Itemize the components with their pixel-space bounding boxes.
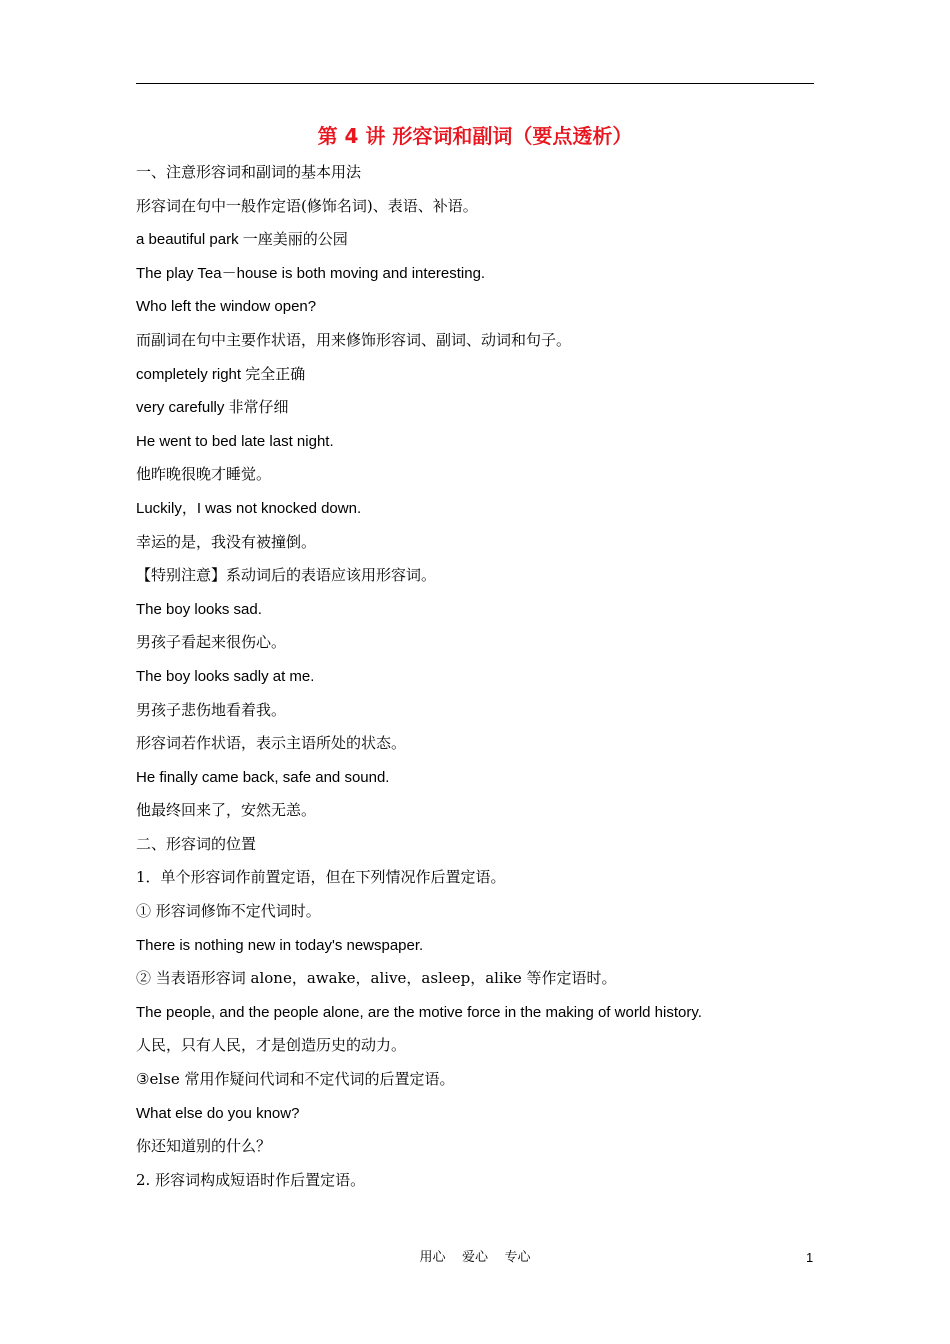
section-heading: 二、形容词的位置 [136,834,257,853]
translation-line: 他昨晚很晚才睡觉。 [136,465,272,484]
rule-subitem: ② 当表语形容词 alone，awake，alive，asleep，alike 等作定语时。 [136,969,617,988]
paragraph: 形容词在句中一般作定语(修饰名词)、表语、补语。 [136,196,478,215]
section-heading: 一、注意形容词和副词的基本用法 [136,163,362,181]
example-line: Who left the window open? [136,298,317,316]
translation-line: 男孩子悲伤地看着我。 [136,700,287,719]
example-line: completely right 完全正确 [136,365,306,383]
example-line: The play Tea－house is both moving and interesting. [136,264,486,282]
translation-line: 幸运的是，我没有被撞倒。 [136,532,317,551]
example-line: He went to bed late last night. [136,432,334,450]
rule-subitem: ① 形容词修饰不定代词时。 [136,902,321,921]
translation-line: 你还知道别的什么？ [136,1137,272,1156]
rule-item: 2. 形容词构成短语时作后置定语。 [136,1170,366,1189]
page-footer [0,1246,950,1270]
document-title: 第 4 讲 形容词和副词（要点透析） [317,124,633,148]
rule-subitem: ③else 常用作疑问代词和不定代词的后置定语。 [136,1070,455,1089]
translation-line: 人民，只有人民，才是创造历史的动力。 [136,1036,407,1055]
example-line: He finally came back, safe and sound. [136,768,390,786]
example-line: What else do you know? [136,1104,300,1122]
example-line: There is nothing new in today's newspaper. [136,936,424,954]
rule-item: 1．单个形容词作前置定语，但在下列情况作后置定语。 [136,868,506,887]
example-line: The boy looks sadly at me. [136,667,315,685]
document-body [136,156,816,1197]
example-line: very carefully 非常仔细 [136,399,289,417]
paragraph: 而副词在句中主要作状语，用来修饰形容词、副词、动词和句子。 [136,330,572,349]
header-rule [136,83,814,84]
paragraph: 形容词若作状语，表示主语所处的状态。 [136,734,407,753]
page-number: 1 [806,1250,814,1265]
example-line: Luckily，I was not knocked down. [136,499,362,517]
translation-line: 男孩子看起来很伤心。 [136,633,287,652]
translation-line: 他最终回来了，安然无恙。 [136,801,317,820]
footer-slogan: 用心 爱心 专心 [419,1250,531,1265]
note-line: 【特别注意】系动词后的表语应该用形容词。 [136,566,437,585]
example-line: The people, and the people alone, are the motive force in the making of world history. [136,1003,702,1021]
example-line: The boy looks sad. [136,600,262,618]
example-line: a beautiful park 一座美丽的公园 [136,231,348,249]
